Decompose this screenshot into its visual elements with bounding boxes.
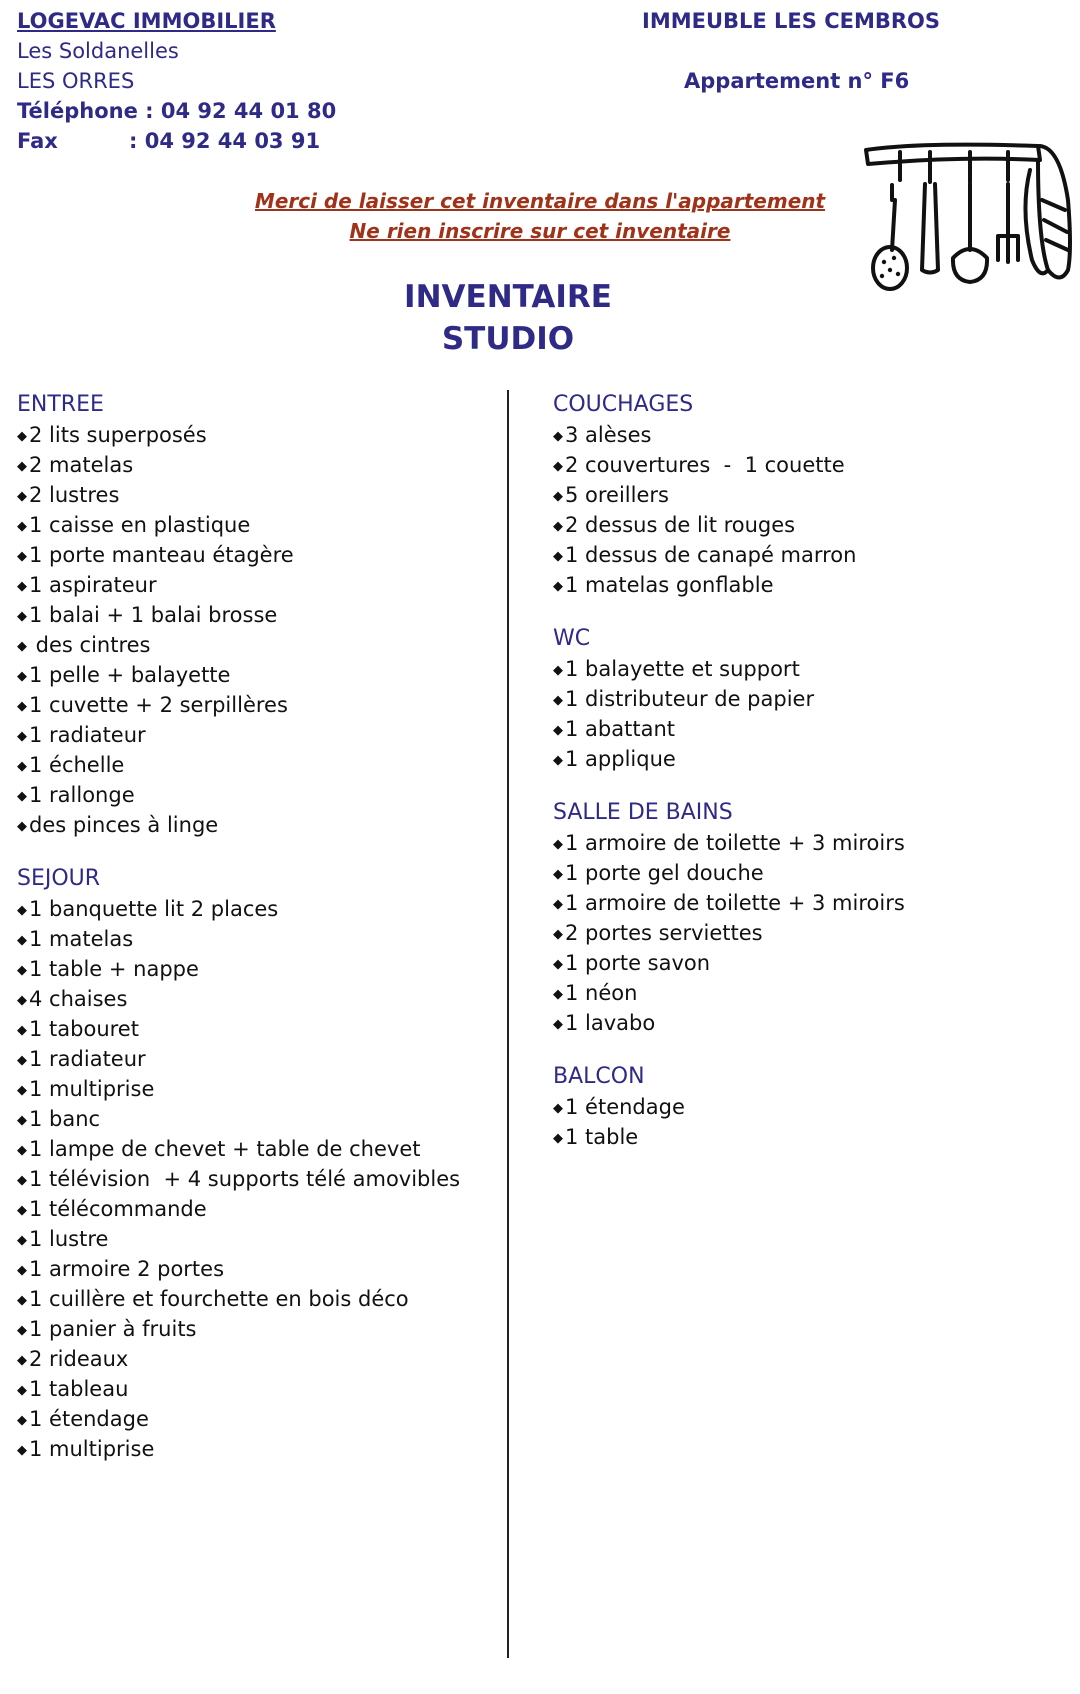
inventory-item-label: 3 alèses — [565, 423, 652, 447]
inventory-item-label: des cintres — [29, 633, 151, 657]
inventory-item — [553, 948, 1033, 978]
column-divider — [507, 390, 509, 1658]
inventory-item — [17, 420, 487, 450]
bullet-icon: ◆ — [17, 579, 27, 594]
inventory-item — [553, 714, 1033, 744]
inventory-item-label: 1 multiprise — [29, 1437, 155, 1461]
inventory-item-label: 1 cuvette + 2 serpillères — [29, 693, 288, 717]
inventory-item-label: 1 abattant — [565, 717, 675, 741]
inventory-item — [17, 1284, 487, 1314]
bullet-icon: ◆ — [17, 429, 27, 444]
inventory-item-label: 1 télécommande — [29, 1197, 207, 1221]
inventory-item — [17, 690, 487, 720]
inventory-item — [17, 1344, 487, 1374]
bullet-icon: ◆ — [553, 987, 563, 1002]
inventory-item-label: 1 armoire de toilette + 3 miroirs — [565, 891, 905, 915]
bullet-icon: ◆ — [17, 489, 27, 504]
bullet-icon: ◆ — [553, 459, 563, 474]
inventory-item-label: 1 pelle + balayette — [29, 663, 231, 687]
inventory-item — [553, 858, 1033, 888]
bullet-icon: ◆ — [17, 933, 27, 948]
inventory-item-label: 1 banquette lit 2 places — [29, 897, 279, 921]
inventory-item-label: 1 radiateur — [29, 1047, 146, 1071]
inventory-item — [553, 744, 1033, 774]
inventory-item-label: 1 néon — [565, 981, 638, 1005]
bullet-icon: ◆ — [17, 669, 27, 684]
section-title: SALLE DE BAINS — [553, 800, 733, 825]
fax-number: 04 92 44 03 91 — [144, 129, 321, 153]
page-title: INVENTAIRE — [404, 279, 612, 315]
inventory-item-label: 1 matelas — [29, 927, 134, 951]
inventory-item-label: 1 lustre — [29, 1227, 109, 1251]
inventory-item-label: des pinces à linge — [29, 813, 219, 837]
bullet-icon: ◆ — [17, 819, 27, 834]
bullet-icon: ◆ — [553, 1017, 563, 1032]
inventory-item — [17, 924, 487, 954]
bullet-icon: ◆ — [553, 753, 563, 768]
section-wc — [553, 624, 1033, 774]
inventory-item — [17, 720, 487, 750]
phone-label: Téléphone : — [17, 99, 154, 123]
inventory-item-label: 1 matelas gonflable — [565, 573, 774, 597]
bullet-icon: ◆ — [553, 837, 563, 852]
inventory-item — [17, 1074, 487, 1104]
bullet-icon: ◆ — [17, 1443, 27, 1458]
bullet-icon: ◆ — [553, 489, 563, 504]
bullet-icon: ◆ — [17, 1233, 27, 1248]
bullet-icon: ◆ — [17, 963, 27, 978]
inventory-item — [553, 1122, 1033, 1152]
inventory-item — [553, 1008, 1033, 1038]
bullet-icon: ◆ — [17, 1053, 27, 1068]
bullet-icon: ◆ — [553, 957, 563, 972]
inventory-item — [17, 1134, 487, 1164]
bullet-icon: ◆ — [553, 663, 563, 678]
bullet-icon: ◆ — [17, 1383, 27, 1398]
bullet-icon: ◆ — [17, 639, 27, 654]
bullet-icon: ◆ — [553, 693, 563, 708]
building-name: IMMEUBLE LES CEMBROS — [642, 9, 941, 33]
inventory-item — [17, 750, 487, 780]
bullet-icon: ◆ — [17, 519, 27, 534]
inventory-item — [17, 540, 487, 570]
inventory-item — [17, 1194, 487, 1224]
inventory-item — [17, 1164, 487, 1194]
inventory-item — [553, 654, 1033, 684]
inventory-item-label: 1 radiateur — [29, 723, 146, 747]
inventory-item-label: 1 caisse en plastique — [29, 513, 251, 537]
inventory-item-label: 1 banc — [29, 1107, 101, 1131]
bullet-icon: ◆ — [553, 1101, 563, 1116]
inventory-item-label: 1 dessus de canapé marron — [565, 543, 857, 567]
bullet-icon: ◆ — [17, 1143, 27, 1158]
inventory-item-label: 1 porte savon — [565, 951, 711, 975]
inventory-item — [17, 810, 487, 840]
bullet-icon: ◆ — [17, 789, 27, 804]
bullet-icon: ◆ — [553, 1131, 563, 1146]
inventory-item — [17, 1254, 487, 1284]
inventory-item-label: 1 échelle — [29, 753, 125, 777]
address-line-1: Les Soldanelles — [17, 39, 179, 63]
section-title: COUCHAGES — [553, 392, 694, 417]
phone-number: 04 92 44 01 80 — [160, 99, 337, 123]
inventory-item — [17, 894, 487, 924]
inventory-item — [553, 918, 1033, 948]
inventory-item — [553, 888, 1033, 918]
bullet-icon: ◆ — [17, 1263, 27, 1278]
inventory-item — [553, 420, 1033, 450]
inventory-item-label: 1 lampe de chevet + table de chevet — [29, 1137, 421, 1161]
bullet-icon: ◆ — [553, 579, 563, 594]
bullet-icon: ◆ — [17, 729, 27, 744]
bullet-icon: ◆ — [17, 1353, 27, 1368]
inventory-item — [17, 1314, 487, 1344]
bullet-icon: ◆ — [553, 723, 563, 738]
bullet-icon: ◆ — [553, 549, 563, 564]
inventory-item-label: 2 dessus de lit rouges — [565, 513, 796, 537]
inventory-item — [553, 480, 1033, 510]
inventory-item — [17, 450, 487, 480]
bullet-icon: ◆ — [17, 1083, 27, 1098]
inventory-item — [553, 684, 1033, 714]
inventory-item — [553, 1092, 1033, 1122]
inventory-item-label: 1 étendage — [565, 1095, 685, 1119]
bullet-icon: ◆ — [553, 429, 563, 444]
fax-separator: : — [129, 129, 138, 153]
company-name: LOGEVAC IMMOBILIER — [17, 9, 276, 33]
section-couchages — [553, 390, 1033, 600]
inventory-item-label: 1 table + nappe — [29, 957, 199, 981]
right-column — [553, 390, 1033, 1176]
apartment-number: Appartement n° F6 — [684, 69, 910, 93]
section-salle-de-bains — [553, 798, 1033, 1038]
bullet-icon: ◆ — [17, 1293, 27, 1308]
bullet-icon: ◆ — [17, 759, 27, 774]
inventory-item — [553, 828, 1033, 858]
inventory-item — [553, 978, 1033, 1008]
inventory-item-label: 1 aspirateur — [29, 573, 157, 597]
bullet-icon: ◆ — [17, 1023, 27, 1038]
inventory-item-label: 1 rallonge — [29, 783, 135, 807]
bullet-icon: ◆ — [17, 1173, 27, 1188]
section-entree — [17, 390, 487, 840]
bullet-icon: ◆ — [17, 549, 27, 564]
inventory-item — [17, 1014, 487, 1044]
inventory-item — [17, 780, 487, 810]
inventory-item — [553, 540, 1033, 570]
inventory-item-label: 2 couvertures - 1 couette — [565, 453, 845, 477]
bullet-icon: ◆ — [17, 1203, 27, 1218]
fax-label: Fax — [17, 129, 58, 153]
section-balcon — [553, 1062, 1033, 1152]
bullet-icon: ◆ — [17, 993, 27, 1008]
inventory-item — [17, 480, 487, 510]
inventory-item — [17, 1224, 487, 1254]
section-sejour — [17, 864, 487, 1464]
section-title: ENTREE — [17, 392, 104, 417]
inventory-item-label: 2 matelas — [29, 453, 134, 477]
bullet-icon: ◆ — [17, 609, 27, 624]
inventory-item-label: 1 multiprise — [29, 1077, 155, 1101]
inventory-item-label: 1 étendage — [29, 1407, 149, 1431]
notice-line-2: Ne rien inscrire sur cet inventaire — [349, 219, 731, 243]
inventory-item — [553, 570, 1033, 600]
bullet-icon: ◆ — [553, 519, 563, 534]
inventory-item-label: 1 télévision + 4 supports télé amovibles — [29, 1167, 461, 1191]
inventory-item — [553, 510, 1033, 540]
inventory-item — [17, 630, 487, 660]
inventory-item-label: 1 panier à fruits — [29, 1317, 197, 1341]
inventory-item — [17, 570, 487, 600]
inventory-item-label: 1 balayette et support — [565, 657, 800, 681]
notice-line-1: Merci de laisser cet inventaire dans l'appartement — [254, 189, 826, 213]
inventory-item-label: 1 armoire 2 portes — [29, 1257, 225, 1281]
inventory-item — [17, 1434, 487, 1464]
bullet-icon: ◆ — [17, 1413, 27, 1428]
inventory-item-label: 2 lits superposés — [29, 423, 207, 447]
phone-line — [17, 96, 336, 126]
section-title: WC — [553, 626, 591, 651]
inventory-item — [17, 1044, 487, 1074]
fax-line — [17, 126, 320, 156]
inventory-item-label: 1 distributeur de papier — [565, 687, 815, 711]
inventory-item — [17, 1104, 487, 1134]
inventory-item-label: 4 chaises — [29, 987, 128, 1011]
section-title: BALCON — [553, 1064, 645, 1089]
inventory-item-label: 1 porte gel douche — [565, 861, 764, 885]
inventory-item-label: 1 porte manteau étagère — [29, 543, 294, 567]
inventory-item-label: 1 tabouret — [29, 1017, 139, 1041]
inventory-item-label: 5 oreillers — [565, 483, 669, 507]
bullet-icon: ◆ — [17, 1323, 27, 1338]
inventory-item — [17, 600, 487, 630]
bullet-icon: ◆ — [553, 897, 563, 912]
inventory-item-label: 1 table — [565, 1125, 639, 1149]
inventory-item — [17, 954, 487, 984]
inventory-item — [17, 1374, 487, 1404]
inventory-item-label: 1 balai + 1 balai brosse — [29, 603, 278, 627]
inventory-item — [17, 984, 487, 1014]
inventory-item-label: 1 applique — [565, 747, 676, 771]
page-subtitle: STUDIO — [441, 321, 575, 357]
inventory-item-label: 1 lavabo — [565, 1011, 656, 1035]
inventory-item-label: 1 tableau — [29, 1377, 129, 1401]
section-title: SEJOUR — [17, 866, 101, 891]
bullet-icon: ◆ — [17, 903, 27, 918]
inventory-item-label: 1 armoire de toilette + 3 miroirs — [565, 831, 905, 855]
bullet-icon: ◆ — [553, 927, 563, 942]
bullet-icon: ◆ — [553, 867, 563, 882]
inventory-item — [17, 1404, 487, 1434]
bullet-icon: ◆ — [17, 459, 27, 474]
inventory-item-label: 2 portes serviettes — [565, 921, 763, 945]
bullet-icon: ◆ — [17, 699, 27, 714]
address-line-2: LES ORRES — [17, 69, 135, 93]
inventory-item — [553, 450, 1033, 480]
inventory-item-label: 2 lustres — [29, 483, 120, 507]
bullet-icon: ◆ — [17, 1113, 27, 1128]
inventory-item — [17, 660, 487, 690]
inventory-item-label: 2 rideaux — [29, 1347, 129, 1371]
inventory-item-label: 1 cuillère et fourchette en bois déco — [29, 1287, 409, 1311]
left-column — [17, 390, 487, 1488]
inventory-item — [17, 510, 487, 540]
